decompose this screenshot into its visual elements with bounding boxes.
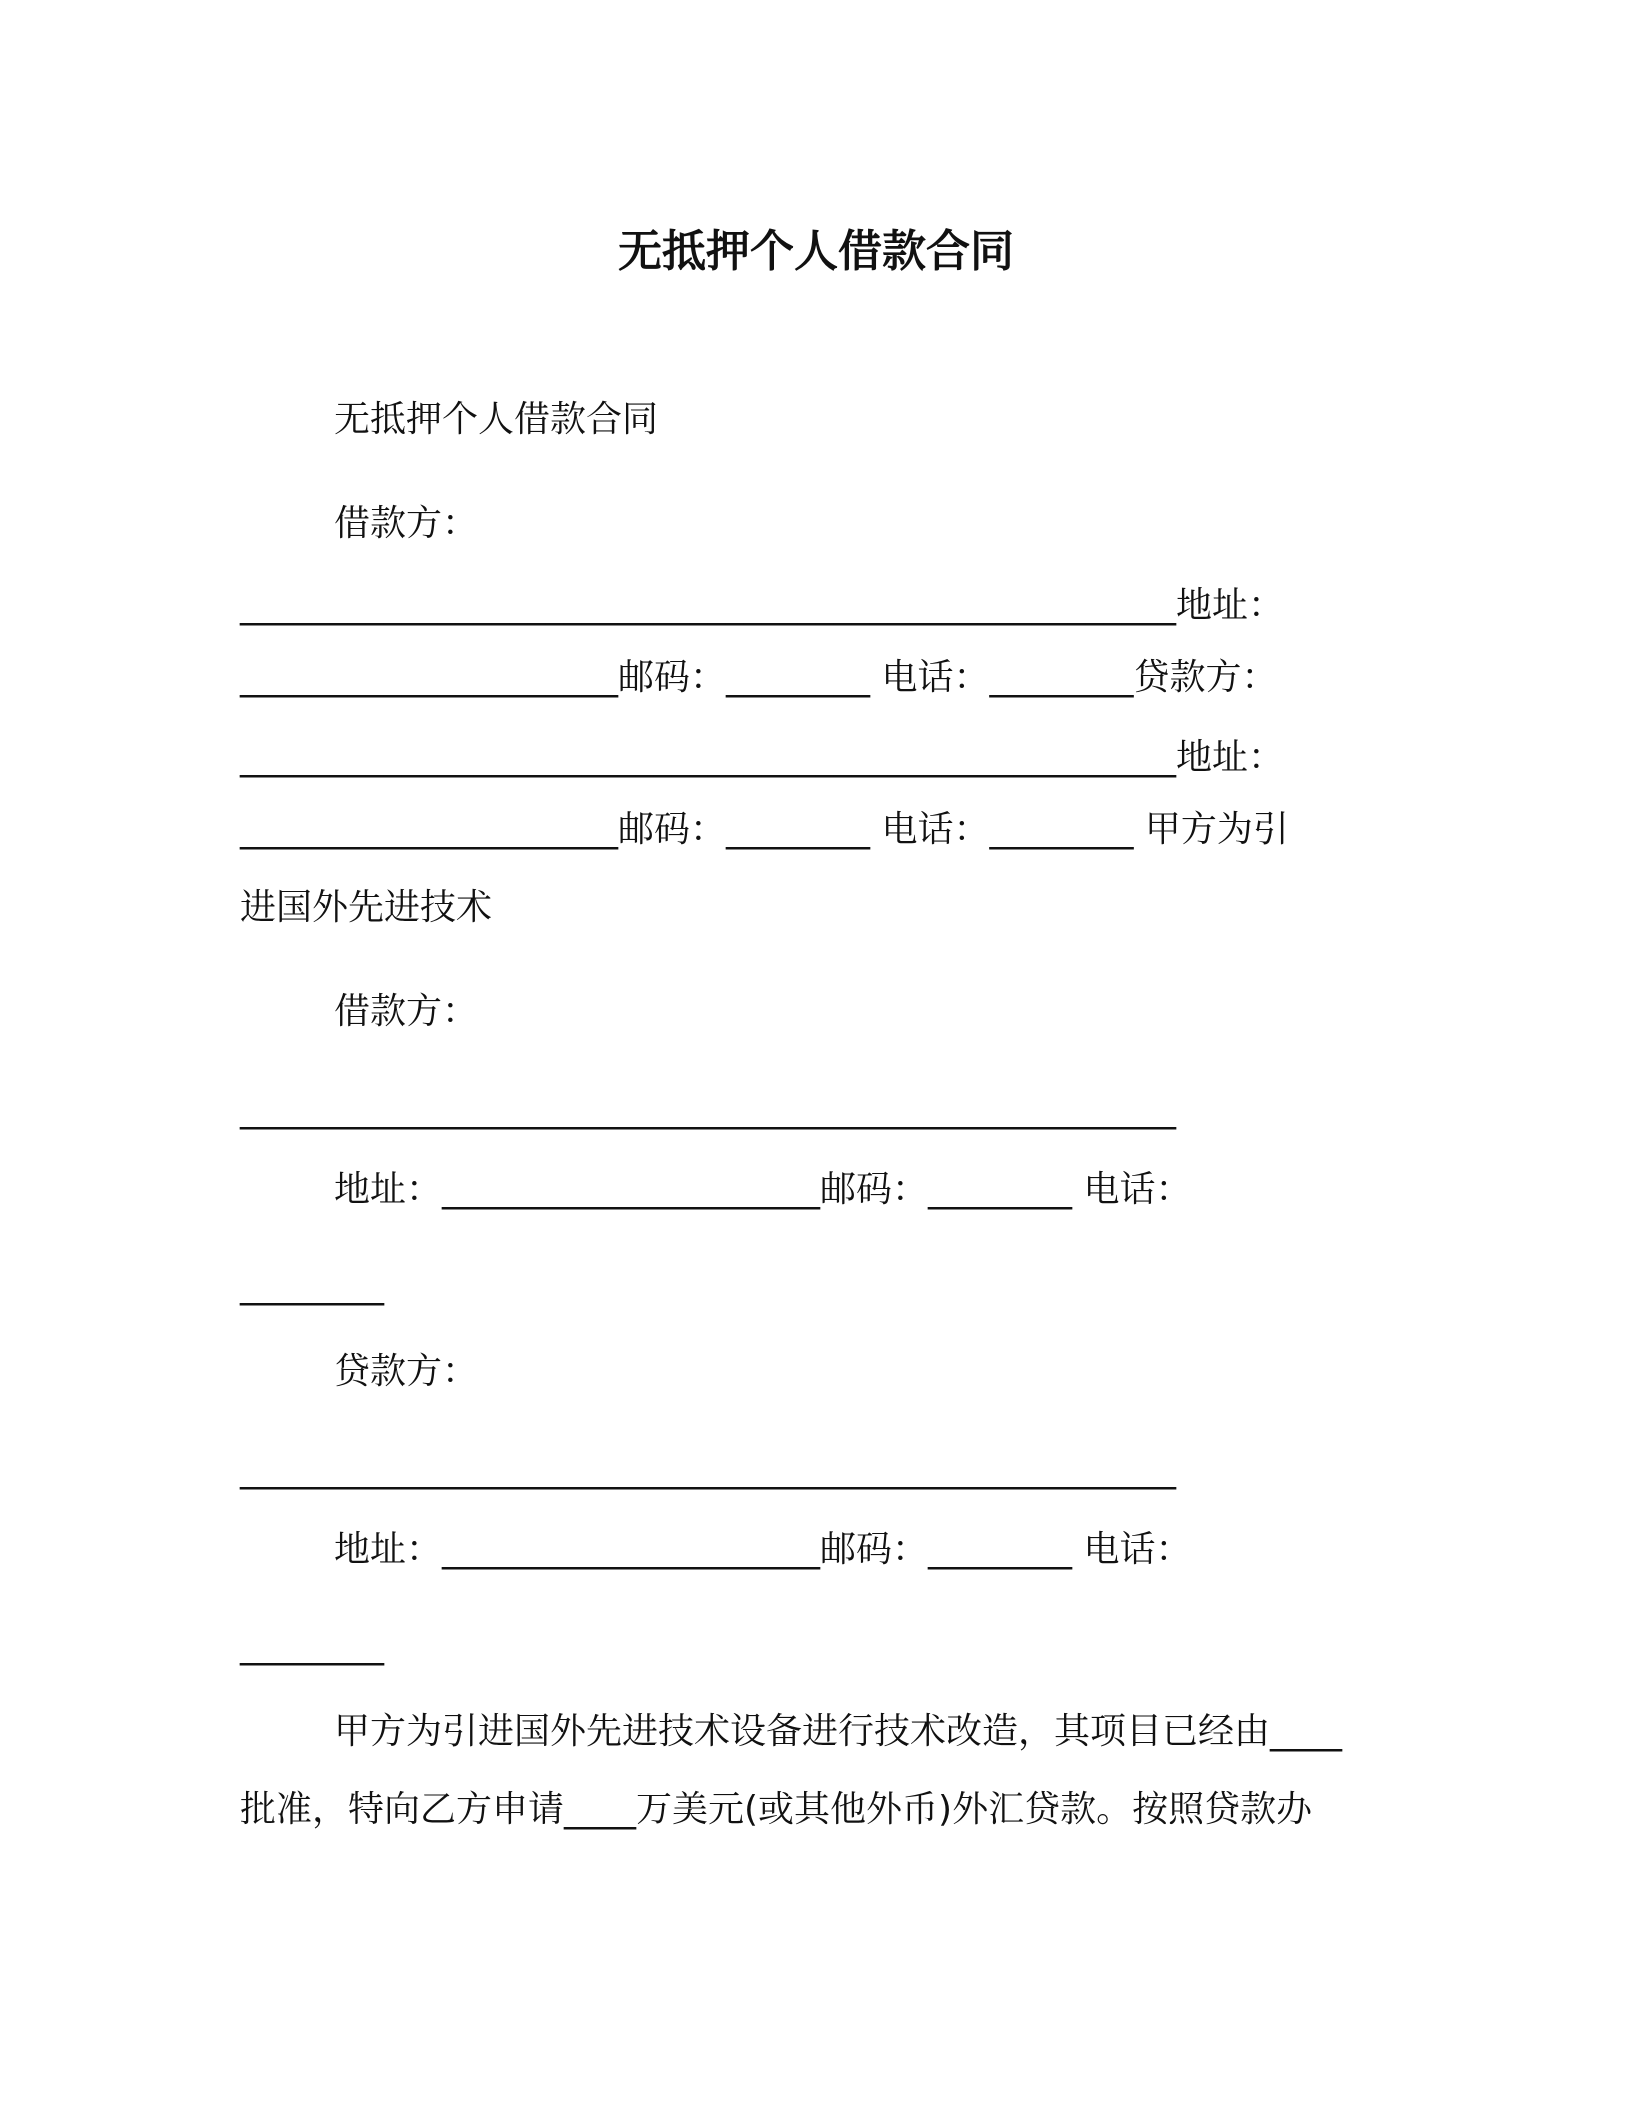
borrower-address-line-2: 地址：_____________________邮码：________ 电话： <box>334 1169 1192 1210</box>
lender-name-line: ____________________________________________________地址： <box>240 737 1284 778</box>
subtitle-line: 无抵押个人借款合同 <box>334 399 659 440</box>
borrower-name-line-2: ____________________________________________________ <box>240 1089 1176 1130</box>
borrower-phone-line-2: ________ <box>240 1265 384 1306</box>
lender-name-line-2: ____________________________________________________ <box>240 1449 1176 1490</box>
body-paragraph-line-1: 甲方为引进国外先进技术设备进行技术改造，其项目已经由____ <box>334 1711 1343 1752</box>
borrower-label-2: 借款方： <box>334 991 479 1032</box>
borrower-label: 借款方： <box>334 503 479 544</box>
borrower-name-line: ____________________________________________________地址： <box>240 585 1284 626</box>
lender-contact-line: _____________________邮码：________ 电话：________ 甲方为引 <box>240 809 1289 850</box>
borrower-contact-line: _____________________邮码：________ 电话：________贷款方： <box>240 657 1278 698</box>
lender-label-2: 贷款方： <box>334 1351 479 1392</box>
lender-address-line-2: 地址：_____________________邮码：________ 电话： <box>334 1529 1192 1570</box>
document-title: 无抵押个人借款合同 <box>618 226 1014 277</box>
lender-phone-line-2: ________ <box>240 1625 384 1666</box>
body-paragraph-line-2: 批准，特向乙方申请____万美元(或其他外币)外汇贷款。按照贷款办 <box>240 1789 1313 1830</box>
continuation-line: 进国外先进技术 <box>240 887 493 928</box>
